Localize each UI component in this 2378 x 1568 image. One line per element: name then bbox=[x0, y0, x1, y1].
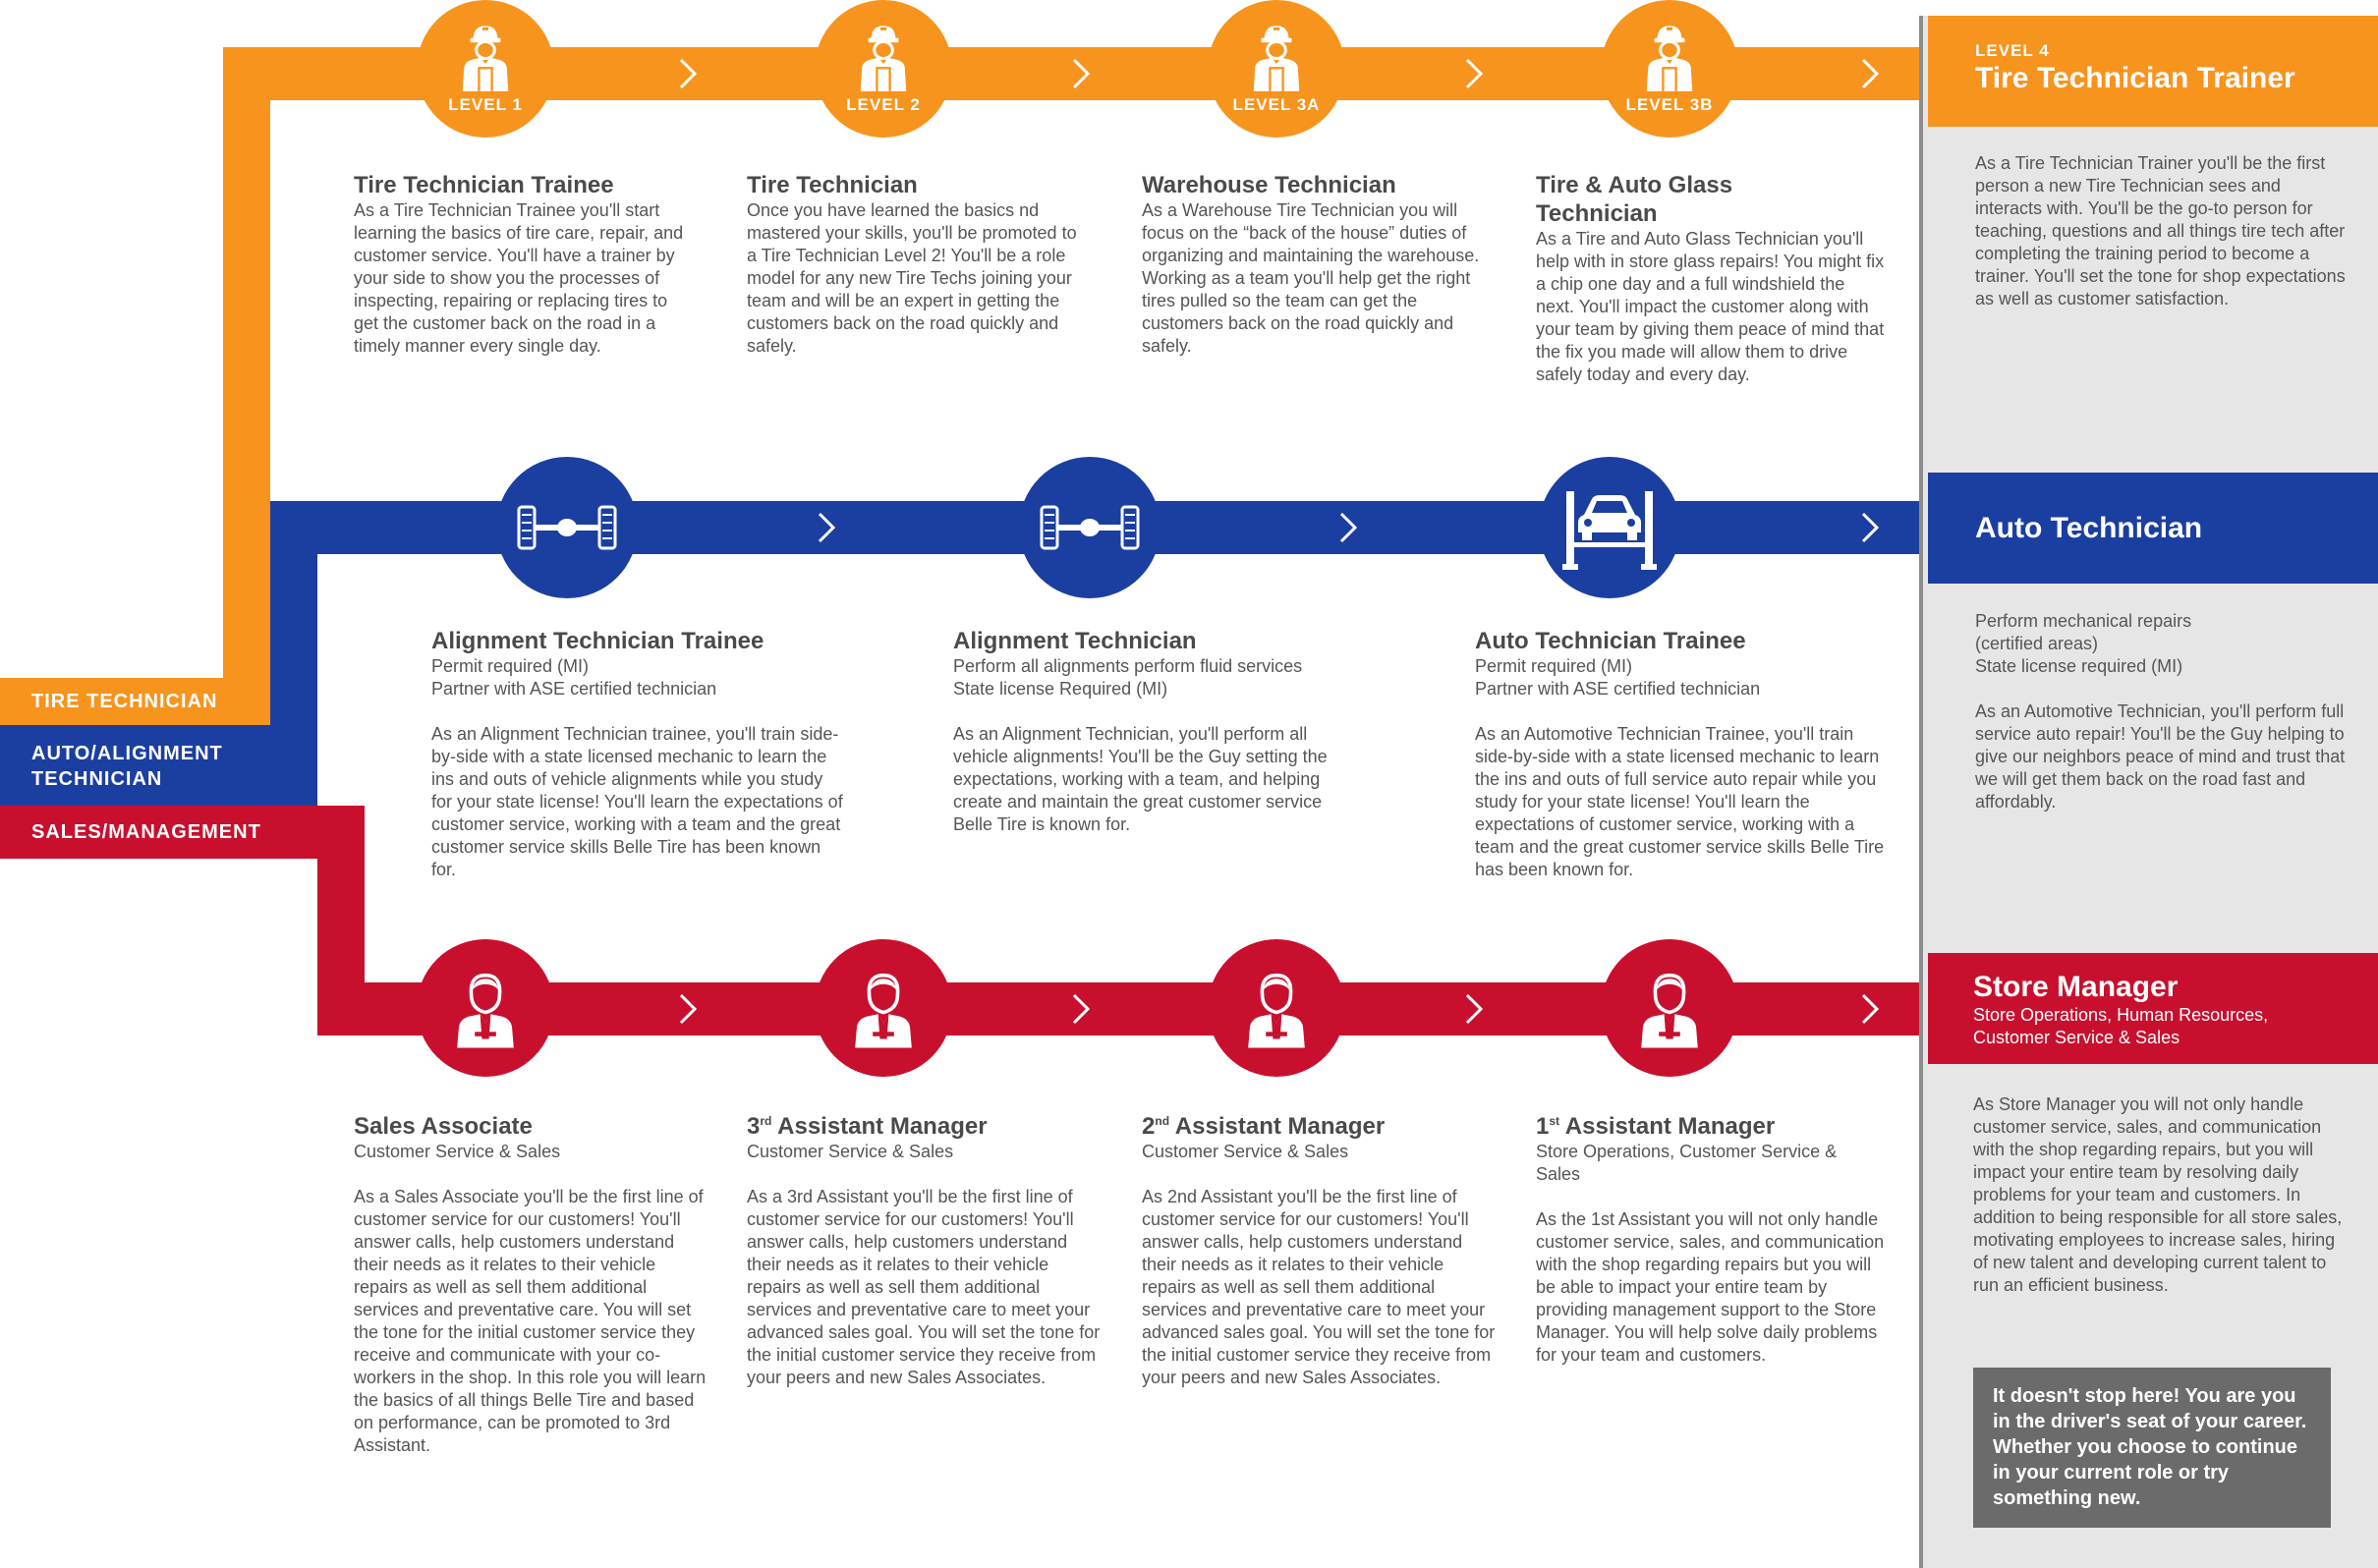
card-title: Tire & Auto Glass Technician bbox=[1536, 172, 1733, 227]
level1-circle bbox=[417, 0, 554, 138]
alignment-trainee-circle bbox=[496, 457, 638, 598]
level1-label: LEVEL 1 bbox=[448, 95, 523, 114]
card-title: Auto Technician Trainee bbox=[1475, 628, 1746, 654]
auto-card-3 bbox=[1475, 627, 1888, 881]
tire-card-3 bbox=[1142, 171, 1481, 358]
card-body: As a Tire and Auto Glass Technician you'll help with in store glass repairs! You might fix a chip one day and a full windshield the next. You'll impact the customer along with your team by giving them peace of mind that the fix you made will allow them to drive safely today and every day. bbox=[1536, 229, 1885, 384]
technician-icon bbox=[1639, 23, 1700, 91]
level3a-circle bbox=[1208, 0, 1345, 138]
chevron-right-icon bbox=[673, 989, 703, 1029]
chevron-right-icon bbox=[1066, 54, 1096, 93]
level4-body: As a Tire Technician Trainer you'll be the first person a new Tire Technician sees and interacts with. You'll be the go-to person for teaching, questions and all things tire tech after completing the training period to become a trainer. You'll set the tone for shop expectations as well as customer satisfaction. bbox=[1975, 153, 2346, 308]
card-sub: Customer Service & Sales bbox=[747, 1142, 954, 1161]
tire-track-band-vertical bbox=[223, 47, 270, 686]
card-body: As an Automotive Technician Trainee, you'll train side-by-side with a state licensed mechanic to learn the ins and outs of full service auto repair while you study for your state license! You'll learn the expectations of customer service, working with a team and the great customer service skills Belle Tire has been known for. bbox=[1475, 724, 1885, 879]
tire-card-4 bbox=[1536, 171, 1885, 386]
chevron-right-icon bbox=[812, 508, 841, 547]
auto-trainee-circle bbox=[1539, 457, 1680, 598]
level4-label: LEVEL 4 bbox=[1975, 41, 2050, 60]
card-sub: Permit required (MI) bbox=[431, 656, 590, 676]
level3b-circle bbox=[1601, 0, 1738, 138]
store-manager-header bbox=[1928, 953, 2378, 1064]
callout-box: It doesn't stop here! You are you in the driver's seat of your career. Whether you choose to continue in your current role or try something new. bbox=[1973, 1368, 2331, 1528]
card-sub: Customer Service & Sales bbox=[354, 1142, 561, 1161]
third-assistant-circle bbox=[815, 939, 952, 1077]
card-sub: Partner with ASE certified technician bbox=[1475, 679, 1761, 699]
card-body: As a Tire Technician Trainee you'll start learning the basics of tire care, repair, and customer service. You'll have a trainer by your side to show you the processes of inspecting, repairing or replacing tires to get the customer back on the road in a timely manner every single day. bbox=[354, 200, 684, 356]
card-body: Once you have learned the basics nd mastered your skills, you'll be promoted to a Tire Technician Level 2! You'll be a role model for any new Tire Techs joining your team and will be an expert in getting the customers back on the road quickly and safely. bbox=[747, 200, 1077, 356]
person-icon bbox=[1634, 967, 1705, 1049]
tire-track-label: TIRE TECHNICIAN bbox=[31, 690, 218, 712]
technician-icon bbox=[853, 23, 914, 91]
card-sub: Partner with ASE certified technician bbox=[431, 679, 717, 699]
card-body: As an Alignment Technician, you'll perform all vehicle alignments! You'll be the Guy setting the expectations, working with a team, and helping create and maintain the great customer service Belle Tire is known for. bbox=[953, 724, 1328, 834]
store-manager-sub: Store Operations, Human Resources, Customer Service & Sales bbox=[1973, 1005, 2269, 1047]
auto-technician-title: Auto Technician bbox=[1975, 511, 2203, 544]
auto-track-label: AUTO/ALIGNMENT TECHNICIAN bbox=[31, 743, 223, 790]
sales-track-label: SALES/MANAGEMENT bbox=[31, 820, 261, 843]
card-title: Alignment Technician bbox=[953, 628, 1197, 654]
person-icon bbox=[1241, 967, 1312, 1049]
chevron-right-icon bbox=[1459, 54, 1489, 93]
card-sub: Store Operations, Customer Service & Sales bbox=[1536, 1142, 1838, 1184]
level2-label: LEVEL 2 bbox=[846, 95, 921, 114]
store-manager-title: Store Manager bbox=[1973, 971, 2179, 1003]
sales-associate-circle bbox=[417, 939, 554, 1077]
sales-card-4 bbox=[1536, 1112, 1885, 1367]
auto-card-2 bbox=[953, 627, 1366, 836]
level4-header bbox=[1928, 16, 2378, 127]
card-body: As the 1st Assistant you will not only handle customer service, sales, and communication with the shop regarding repairs but you will be able to impact your entire team by providing management support to the Store Manager. You will help solve daily problems for your team and customers. bbox=[1536, 1209, 1885, 1365]
level4-title: Tire Technician Trainer bbox=[1975, 62, 2295, 94]
chevron-right-icon bbox=[1459, 989, 1489, 1029]
card-title: Tire Technician bbox=[747, 172, 918, 198]
chevron-right-icon bbox=[1066, 989, 1096, 1029]
card-body: As an Alignment Technician trainee, you'll train side-by-side with a state licensed mechanic to learn the ins and outs of vehicle alignments while you study for your state license! You'll learn the expectations of customer service, working with a team and the great customer service skills Belle Tire has been known for. bbox=[431, 724, 843, 879]
technician-icon bbox=[1246, 23, 1307, 91]
person-icon bbox=[450, 967, 521, 1049]
technician-icon bbox=[455, 23, 516, 91]
person-icon bbox=[848, 967, 919, 1049]
card-title: Tire Technician Trainee bbox=[354, 172, 614, 198]
auto-technician-header bbox=[1928, 473, 2378, 584]
auto-card-1 bbox=[431, 627, 844, 881]
card-sub: State license Required (MI) bbox=[953, 679, 1168, 699]
level3b-label: LEVEL 3B bbox=[1625, 95, 1714, 114]
chevron-right-icon bbox=[673, 54, 703, 93]
chevron-right-icon bbox=[1855, 54, 1885, 93]
card-body: As a 3rd Assistant you'll be the first line of customer service for our customers! You'll answer calls, help customers understand their needs as it relates to their vehicle repairs as well as sell them additional services and preventative care to meet your advanced sales goal. You will set the tone for the initial customer service they receive from your peers and new Sales Associates. bbox=[747, 1187, 1101, 1387]
card-sub: Perform all alignments perform fluid services bbox=[953, 656, 1303, 676]
store-manager-body: As Store Manager you will not only handle customer service, sales, and communication with the shop regarding repairs, but you will impact your entire team by resolving daily problems for your team and customers. In addition to being responsible for all store sales, motivating employees to increase sales, hiring of new talent and developing current talent to run an efficient business. bbox=[1973, 1094, 2343, 1295]
sales-card-2 bbox=[747, 1112, 1105, 1389]
alignment-technician-circle bbox=[1019, 457, 1161, 598]
tire-card-2 bbox=[747, 171, 1086, 358]
alignment-icon bbox=[1038, 503, 1142, 552]
alignment-icon bbox=[515, 503, 619, 552]
card-sub: Customer Service & Sales bbox=[1142, 1142, 1349, 1161]
sales-card-1 bbox=[354, 1112, 712, 1457]
chevron-right-icon bbox=[1855, 508, 1885, 547]
tire-card-1 bbox=[354, 171, 693, 358]
sales-card-3 bbox=[1142, 1112, 1500, 1389]
first-assistant-circle bbox=[1601, 939, 1738, 1077]
car-lift-icon bbox=[1562, 485, 1657, 570]
card-sub: Permit required (MI) bbox=[1475, 656, 1633, 676]
card-title: 3rd Assistant Manager bbox=[747, 1113, 988, 1140]
card-title: 2nd Assistant Manager bbox=[1142, 1113, 1386, 1140]
level3a-label: LEVEL 3A bbox=[1232, 95, 1321, 114]
chevron-right-icon bbox=[1333, 508, 1363, 547]
card-body: As 2nd Assistant you'll be the first line of customer service for our customers! You'll answer calls, help customers understand their needs as it relates to their vehicle repairs as well as sell them additional services and preventative care to meet your advanced sales goal. You will set the tone for the initial customer service they receive from your peers and new Sales Associates. bbox=[1142, 1187, 1496, 1387]
card-body: As a Warehouse Tire Technician you will focus on the “back of the house” duties of organizing and maintaining the warehouse. Working as a team you'll help get the right tires pulled so the team can get the customers back on the road quickly and safely. bbox=[1142, 200, 1480, 356]
card-title: Warehouse Technician bbox=[1142, 172, 1396, 198]
chevron-right-icon bbox=[1855, 989, 1885, 1029]
card-title: Alignment Technician Trainee bbox=[431, 628, 764, 654]
card-body: As a Sales Associate you'll be the first line of customer service for our customers! You'll answer calls, help customers understand their needs as it relates to their vehicle repairs as well as sell them additional services and preventative care. You will set the tone for the initial customer service they receive and communicate with your co-workers in the shop. In this role you will learn the basics of all things Belle Tire and based on performance, can be promoted to 3rd Assistant. bbox=[354, 1187, 707, 1455]
level2-circle bbox=[815, 0, 952, 138]
second-assistant-circle bbox=[1208, 939, 1345, 1077]
card-title: Sales Associate bbox=[354, 1113, 533, 1140]
auto-technician-details: Perform mechanical repairs (certified areas) State license required (MI) As an Automotive Technician, you'll perform full service auto repair! You'll be the Guy helping to give our neighbors peace of mind and trust that we will get them back on the road fast and affordably. bbox=[1975, 611, 2346, 812]
card-title: 1st Assistant Manager bbox=[1536, 1113, 1776, 1140]
